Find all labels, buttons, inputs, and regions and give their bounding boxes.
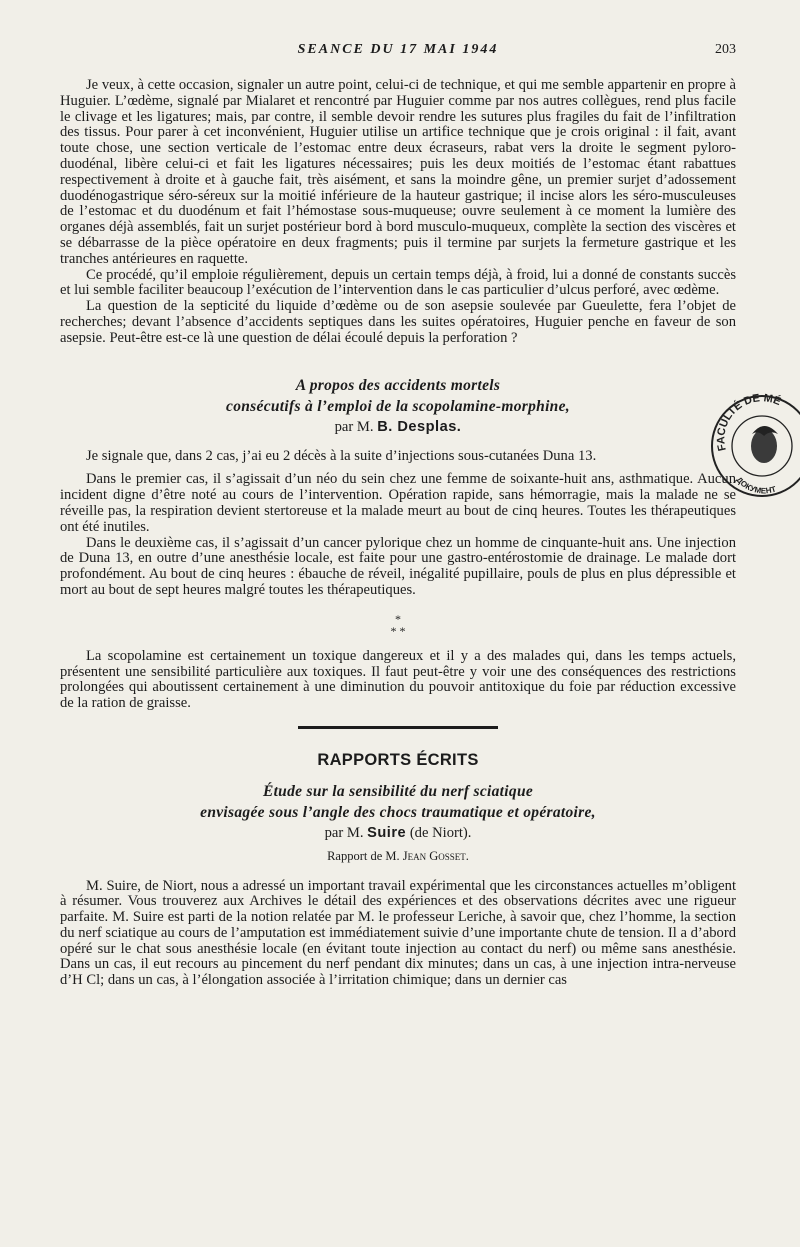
paragraph: Dans le deuxième cas, il s’agissait d’un cancer pylorique chez un homme de cinquante-huit ans. Une injection de Duna 13, en outre d’une anesthésie locale, est faite pour une gastro-entérostomie de drainage. Le malade dort profondément. Au bout de cinq heures : ébauche de réveil, inégalité pupillaire, pouls de plus en plus dépressible et mort au bout de sept heures malgré toutes les thérapeutiques. <box>60 534 736 598</box>
stamp-text-bottom: ДОКУМЕНТ <box>734 475 778 496</box>
paragraph: La question de la septicité du liquide d’œdème ou de son asepsie soulevée par Gueulette, fera l’objet de recherches; devant l’absence d’accidents septiques dans les suites opératoires, Huguier penche en faveur de son asepsie. Peut-être est-ce là une question de délai écoulé depuis la perforation ? <box>60 298 736 346</box>
rapporteur-line <box>60 849 736 865</box>
section-author <box>60 417 736 437</box>
paragraph: La scopolamine est certainement un toxique dangereux et il y a des malades qui, dans les temps actuels, présentent une sensibilité particulière aux toxiques. Il faut peut-être y voir une des conséquences des restrictions prolongées qui aboutissent certainement à une diminution du pouvoir antitoxique du foie par réduction excessive de la ration de graisse. <box>60 647 736 712</box>
stamp-text-top: FACULTÉ DE MÉ <box>715 392 783 453</box>
paragraph: Ce procédé, qu’il emploie régulièrement, depuis un certain temps déjà, à froid, lui a donné de constants succès et lui semble faciliter beaucoup l’exécution de l’intervention dans le cas particulier d’ulcus perforé, avec œdème. <box>60 266 736 299</box>
paragraph: Je veux, à cette occasion, signaler un autre point, celui-ci de technique, et qui me semble appartenir en propre à Huguier. L’œdème, signalé par Mialaret et rencontré par Huguier comme par nos autres collègues, rend plus facile le clivage et les ligatures; mais, par contre, il semble devoir rendre les sutures plus fragiles du fait de l’infiltration des tissus. Pour parer à cet inconvénient, Huguier utilise un artifice technique que je crois original : il fait, avant toute chose, une section verticale de l’estomac entre deux écraseurs, rabat vers la droite le segment pyloro-duodénal, libère celui-ci et fait les ligatures nécessaires; puis les deux moitiés de l’estomac étant rabattues respectivement à droite et à gauche fait, très aisément, et sans la moindre gêne, un premier surjet d’adossement duodénogastrique séro-séreux sur la moitié inférieure de la hauteur gastrique; il incise alors les séro-musculeuses de l’estomac et du duodénum et fait l’hémostase sous-muqueuse; ouvre seulement à ce moment la lumière des organes déjà assemblés, fait un surjet postérieur bord à bord musculo-muqueux, complète la section des viscères et se débarrasse de la pièce opératoire en deux fragments; puis il termine par surjets la fermeture gastrique et les tranches antérieures en raquette. <box>60 77 736 267</box>
section-title-line: envisagée sous l’angle des chocs traumatique et opératoire, <box>200 803 596 821</box>
rapporteur-prefix: Rapport de M. <box>327 848 400 863</box>
running-title: SEANCE DU 17 MAI 1944 <box>297 42 499 57</box>
stamp-seal-icon <box>704 388 800 500</box>
author-prefix: par M. <box>324 824 364 841</box>
asterism-bottom: * * <box>390 623 406 638</box>
section-title-line: consécutifs à l’emploi de la scopolamine-morphine, <box>226 397 570 415</box>
library-stamp <box>704 388 800 500</box>
author-name: B. Desplas. <box>377 418 462 435</box>
rapporteur-name: Jean Gosset. <box>402 848 469 863</box>
paragraph: Je signale que, dans 2 cas, j’ai eu 2 décès à la suite d’injections sous-cutanées Duna 13. <box>86 447 597 464</box>
author-prefix: par M. <box>334 418 374 435</box>
paragraph: M. Suire, de Niort, nous a adressé un important travail expérimental que les circonstances actuelles m’obligent à résumer. Vous trouverez aux Archives le détail des expériences et des observations décrites avec une rigueur parfaite. M. Suire est parti de la notion relatée par M. le professeur Leriche, à savoir que, chez l’homme, la section du nerf sciatique au cours de l’amputation est immédiatement suivie d’une importante chute de tension. Il a d’abord opéré sur le chat sous anesthésie locale (en évitant toute injection au contact du nerf) ou même sans anesthésie. Dans un cas, il eut recours au pincement du nerf pendant dix minutes; dans un cas, à une injection intra-nerveuse d’H Cl; dans un cas, à l’élongation associée à l’irritation chimique; dans un dernier cas <box>60 877 736 989</box>
running-header <box>60 42 736 62</box>
section-author <box>60 823 736 843</box>
paragraph: Dans le premier cas, il s’agissait d’un néo du sein chez une femme de soixante-huit ans, asthmatique. Aucun incident digne d’être noté au cours de l’intervention. Opération rapide, sans hémorragie, mais la malade ne se réveille pas, la respiration devient stertoreuse et la malade meurt au bout de cinq heures. Toutes les thérapeutiques ont été inutiles. <box>60 471 736 535</box>
section-title-line: Étude sur la sensibilité du nerf sciatique <box>262 782 534 800</box>
section-title-line: A propos des accidents mortels <box>295 376 501 394</box>
page-number: 203 <box>715 42 736 57</box>
author-name: Suire <box>367 824 407 841</box>
body-text <box>60 78 736 989</box>
section-heading: RAPPORTS ÉCRITS <box>317 750 479 769</box>
asterism-top: * <box>395 611 401 626</box>
author-suffix: (de Niort). <box>409 824 472 841</box>
